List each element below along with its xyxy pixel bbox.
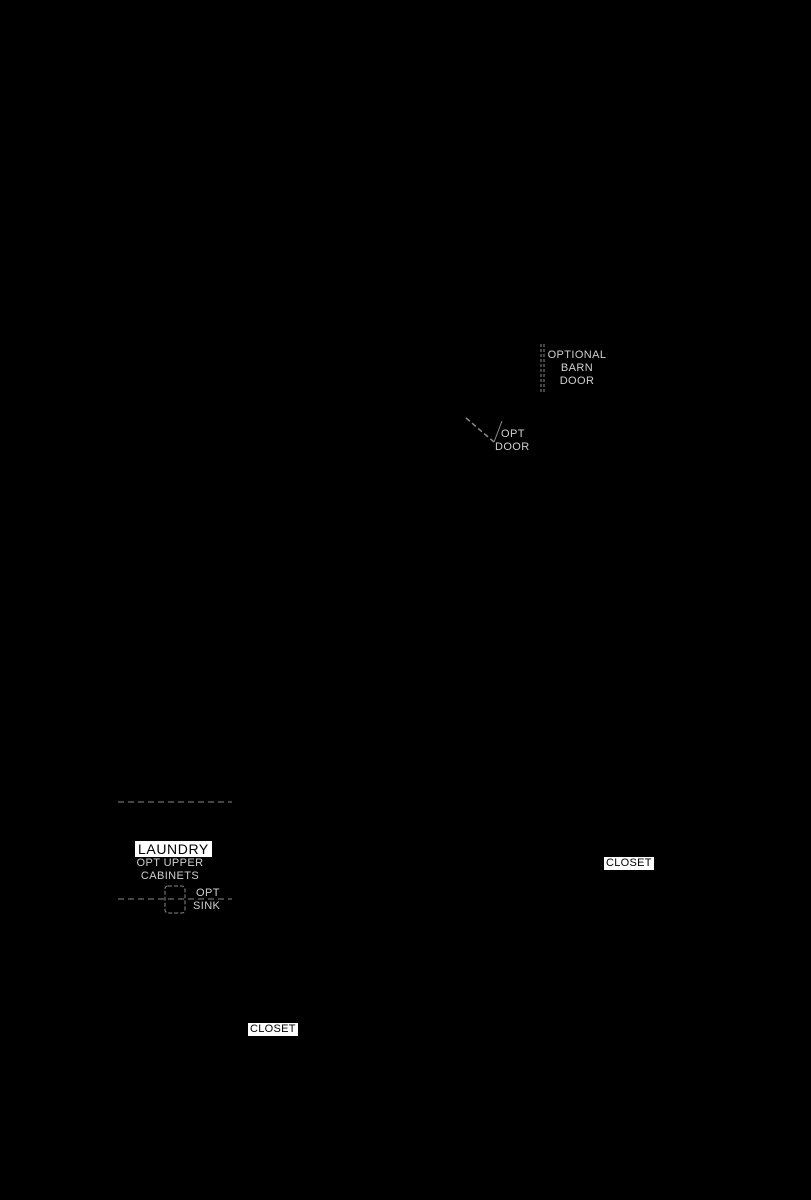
opt-sink-line1: OPT bbox=[196, 887, 220, 899]
laundry-cabinets-label bbox=[130, 857, 210, 883]
closet-right-label: CLOSET bbox=[606, 857, 652, 869]
laundry-room-label: LAUNDRY bbox=[135, 841, 212, 857]
opt-door-swing bbox=[466, 418, 494, 442]
opt-door-label-line2: DOOR bbox=[495, 441, 530, 453]
laundry-cabinets-line2: CABINETS bbox=[140, 870, 200, 882]
opt-sink-label bbox=[193, 887, 225, 913]
opt-door-label-line1: OPT bbox=[501, 428, 525, 440]
opt-sink-line2: SINK bbox=[193, 900, 221, 912]
barn-door-label-line1: OPTIONAL bbox=[547, 349, 607, 361]
closet-left-label: CLOSET bbox=[250, 1023, 296, 1035]
barn-door-label-line2: BARN bbox=[560, 362, 594, 374]
opt-door-label bbox=[495, 428, 533, 454]
barn-door-label-line3: DOOR bbox=[559, 375, 595, 387]
barn-door-label bbox=[547, 349, 607, 388]
laundry-cabinets-line1: OPT UPPER bbox=[136, 857, 204, 869]
